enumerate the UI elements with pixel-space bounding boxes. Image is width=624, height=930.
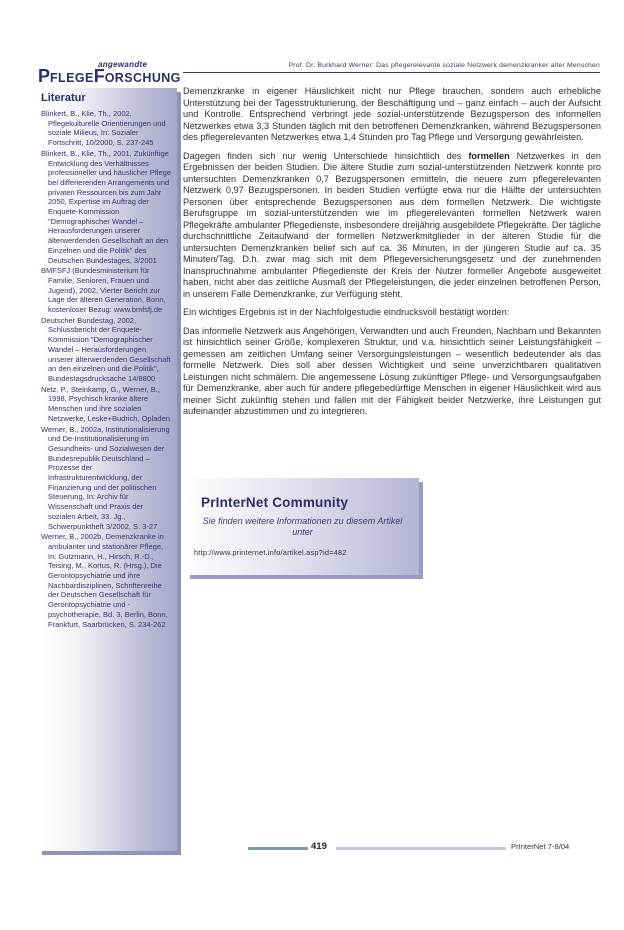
page-number: 419 (311, 841, 327, 852)
reference-item: BMFSFJ (Bundesministerium für Familie, Senioren, Frauen und Jugend), 2002, Vierter Bericht zur Lage der älteren Generation, Bonn, kostenloser Bezug: www.bmfsfj.de (41, 266, 166, 315)
community-box-subtitle: Sie finden weitere Informationen zu diesem Artikel unter (202, 516, 403, 537)
logo-script-word: angewandte (98, 60, 148, 69)
paragraph: Das informelle Netzwerk aus Angehörigen, Verwandten und auch Freunden, Nachbarn und Bekannten ist hinsichtlich seiner Größe, komplexeren Struktur, und v.a. hinsichtlich seiner Leistungsfähigkeit – gemessen am zeitlichen Umfang seiner Versorgungsleistungen – wesentlich bedeutender als das formelle Netzwerk. Dies soll aber dessen Wichtigkeit und seine unverzichtbaren qualitativen Leistungen nicht schmälern. Die angemessene Lösung zukünftiger Pflege- und Versorgungsaufgaben für Demenzkranke, aber auch für andere pflegebedürftige Menschen in eigener Häuslichkeit wird aus meiner Sicht zukünftig stehen und fallen mit der Fähigkeit beider Netzwerke, ihre Leistungen gut aufeinander abzustimmen und zu integrieren. (183, 325, 601, 416)
reference-item: Blinkert, B., Klie, Th., 2001, Zukünftige Entwicklung des Verhältnisses professioneller und häuslicher Pflege bei differierenden Arrangements und privaten Ressourcen bis zum Jahr 2050, Expertise im Auftrag der Enquete-Kommission "Demographischer Wandel – Herausforderungen unserer älterwerdenden Gesellschaft an den Einzelnen und die Politik" des Deutschen Bundestages, 3/2001 (41, 148, 171, 265)
article-url-link[interactable]: http://www.printernet.info/artikel.asp?id=482 (194, 548, 347, 557)
sidebar-title: Literatur (41, 92, 86, 104)
journal-logo: angewandte PFLEGEFORSCHUNG (38, 60, 181, 86)
reference-item: Werner, B., 2002b, Demenzkranke in ambulanter und stationärer Pflege, In: Gutzmann, H., Hirsch, R.-D., Teising, M., Kortus, R. (Hrsg.), Die Gerontopsychiatrie und ihre Nachbardisziplinen, Schriftenreihe der Deutschen Gesellschaft für Gerontopsychiatrie und -psychotherapie, Bd. 3, Berlin, Bonn, Frankfurt, Saarbrücken, S. 234-262 (41, 532, 168, 629)
paragraph: Ein wichtiges Ergebnis ist in der Nachfolgestudie eindrucksvoll bestätigt worden: (183, 307, 510, 317)
literature-sidebar (38, 88, 177, 851)
running-head: Prof. Dr. Burkhard Werner: Das pflegerelevante soziale Netzwerk demenzkranker alter Menschen (183, 62, 600, 73)
reference-item: Blinkert, B., Klie, Th., 2002, Pflegekulturelle Orientierungen und soziale Milieus, In: Sozialer Fortschritt, 10/2000, S. 237-245 (41, 109, 166, 148)
reference-item: Deutscher Bundestag, 2002, Schlussbericht der Enquete-Kommission "Demographischer Wandel – Herausforderungen unserer älterwerdenden Gesellschaft an den einzelnen und die Politik", Bundestagsdrucksache 14/8800 (41, 315, 171, 383)
reference-item: Werner, B., 2002a, Institutionalisierung und De-Institutionalisierung im Gesundheits- und Sozialwesen der Bundesrepublik Deutschland – Prozesse der Infrastrukturentwicklung, der Finanzierung und der politischen Steuerung, In: Archiv für Wissenschaft und Praxis der sozialen Arbeit, 33. Jg., Schwerpunktheft 3/2002, S. 3-27 (41, 424, 170, 531)
paragraph: Dagegen finden sich nur wenig Unterschiede hinsichtlich des formellen Netzwerkes in den Ergebnissen der beiden Studien. Die ältere Studie zum sozial-unterstützenden Netzwerk konnte pro untersuchten Demenzkranken 0,7 Bezugspersonen ermitteln, die neuere zum pflegerelevanten Netzwerk 0,97 Bezugspersonen. In beiden Studien verfügte etwa nur die Hälfte der untersuchten Personen über entsprechende Bezugspersonen aus dem formellen Netzwerk. Die wichtigste Berufsgruppe im sozial-unterstützenden wie im pflegerelevanten formellen Netzwerk waren Pflegekräfte ambulanter Pflegedienste, insbesondere dreijährig ausgebildete Pflegekräfte. Der tägliche durchschnittliche Zeitaufwand der formellen Netzwerkmitglieder in der älteren Studie für die untersuchten Demenzkranken belief sich auf ca. 36 Minuten, in der jüngeren Studie auf ca. 35 Minuten/Tag. D.h. zwar mag sich mit dem Pflegeversicherungsgesetz und der zunehmenden Inanspruchnahme ambulanter Pflegedienste der Kreis der Nutzer formeller Angebote ausgeweitet haben, nicht aber das zeitliche Ausmaß der Pflegeleistungen, die jeder einzelnen betroffenen Person, in unserem Falle Demenzkranke, zur Verfügung steht. (183, 150, 601, 299)
journal-issue: PrInterNet 7-8/04 (511, 842, 570, 851)
footer-rule-right (336, 847, 506, 850)
footer-rule-left (248, 847, 308, 850)
community-info-box (186, 478, 419, 575)
article-body (183, 86, 601, 425)
logo-text: P (38, 66, 51, 86)
community-box-title: PrInterNet Community (201, 495, 349, 510)
bold-term: formellen (468, 150, 510, 161)
reference-item: Netz, P., Steinkamp, G., Werner, B., 1998, Psychisch kranke ältere Menschen und ihre sozialen Netzwerke, Leske+Budrich, Opladen (41, 384, 170, 423)
paragraph: Demenzkranke in eigener Häuslichkeit nicht nur Pflege brauchen, sondern auch erhebliche Unterstützung bei der Tagesstrukturierung, der Beschäftigung und – ganz einfach – auch der Aufsicht und Kontrolle. Entsprechend verbringt jede sozial-unterstützende Bezugsperson des informellen Netzwerkes etwa 3,3 Stunden täglich mit den betroffenen Demenzkranken, während Bezugspersonen des pflegerelevanten Netzwerkes etwa 1,4 Stunden pro Tag Pflege und Versorgung gewährleisten. (183, 86, 601, 142)
